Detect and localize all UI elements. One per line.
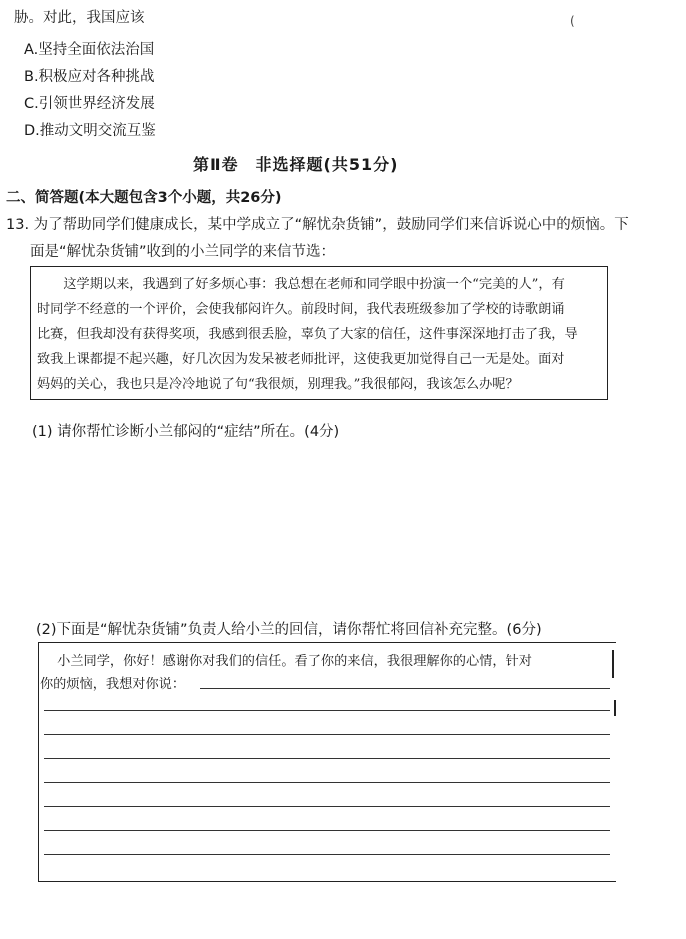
option-d: D.推动文明交流互鉴 bbox=[24, 123, 156, 139]
option-a: A.坚持全面依法治国 bbox=[24, 42, 155, 58]
letter-line: 这学期以来，我遇到了好多烦心事：我总想在老师和同学眼中扮演一个“完美的人”，有 bbox=[37, 277, 565, 292]
q13-stem-line2: 面是“解忧杂货铺”收到的小兰同学的来信节选： bbox=[30, 244, 336, 260]
corner-mark: ( bbox=[570, 14, 575, 28]
box-edge-mark bbox=[612, 650, 614, 678]
letter-line: 妈妈的关心，我也只是冷冷地说了句“我很烦，别理我。”我很郁闷，我该怎么办呢？ bbox=[37, 377, 519, 392]
question-fragment: 胁。对此，我国应该 bbox=[14, 10, 145, 26]
answer-area-1[interactable] bbox=[34, 440, 594, 610]
reply-line-2: 你的烦恼，我想对你说： bbox=[40, 677, 186, 692]
box-edge-mark bbox=[614, 700, 616, 716]
writing-line[interactable] bbox=[44, 854, 610, 855]
letter-excerpt-box bbox=[30, 266, 608, 400]
section-title: 第Ⅱ卷 非选择题(共51分) bbox=[193, 155, 399, 174]
writing-line[interactable] bbox=[44, 806, 610, 807]
option-c: C.引领世界经济发展 bbox=[24, 96, 155, 112]
reply-line-1: 小兰同学，你好！感谢你对我们的信任。看了你的来信，我很理解你的心情，针对 bbox=[44, 654, 532, 669]
writing-line[interactable] bbox=[44, 734, 610, 735]
sub-question-2: (2)下面是“解忧杂货铺”负责人给小兰的回信，请你帮忙将回信补充完整。(6分) bbox=[36, 622, 542, 638]
letter-line: 时同学不经意的一个评价，会使我郁闷许久。前段时间，我代表班级参加了学校的诗歌朗诵 bbox=[37, 302, 565, 317]
q13-stem-line1: 13. 为了帮助同学们健康成长，某中学成立了“解忧杂货铺”，鼓励同学们来信诉说心中的烦恼。下 bbox=[6, 217, 629, 233]
writing-line[interactable] bbox=[44, 710, 610, 711]
option-b: B.积极应对各种挑战 bbox=[24, 69, 155, 85]
letter-line: 比赛，但我却没有获得奖项，我感到很丢脸，辜负了大家的信任，这件事深深地打击了我，导 bbox=[37, 327, 578, 342]
writing-line[interactable] bbox=[44, 830, 610, 831]
part-heading: 二、简答题(本大题包含3个小题，共26分) bbox=[6, 190, 282, 206]
writing-line[interactable] bbox=[200, 688, 610, 689]
writing-line[interactable] bbox=[44, 758, 610, 759]
sub-question-1: (1) 请你帮忙诊断小兰郁闷的“症结”所在。(4分) bbox=[32, 424, 340, 440]
writing-line[interactable] bbox=[44, 782, 610, 783]
letter-line: 致我上课都提不起兴趣，好几次因为发呆被老师批评，这使我更加觉得自己一无是处。面对 bbox=[37, 352, 565, 367]
